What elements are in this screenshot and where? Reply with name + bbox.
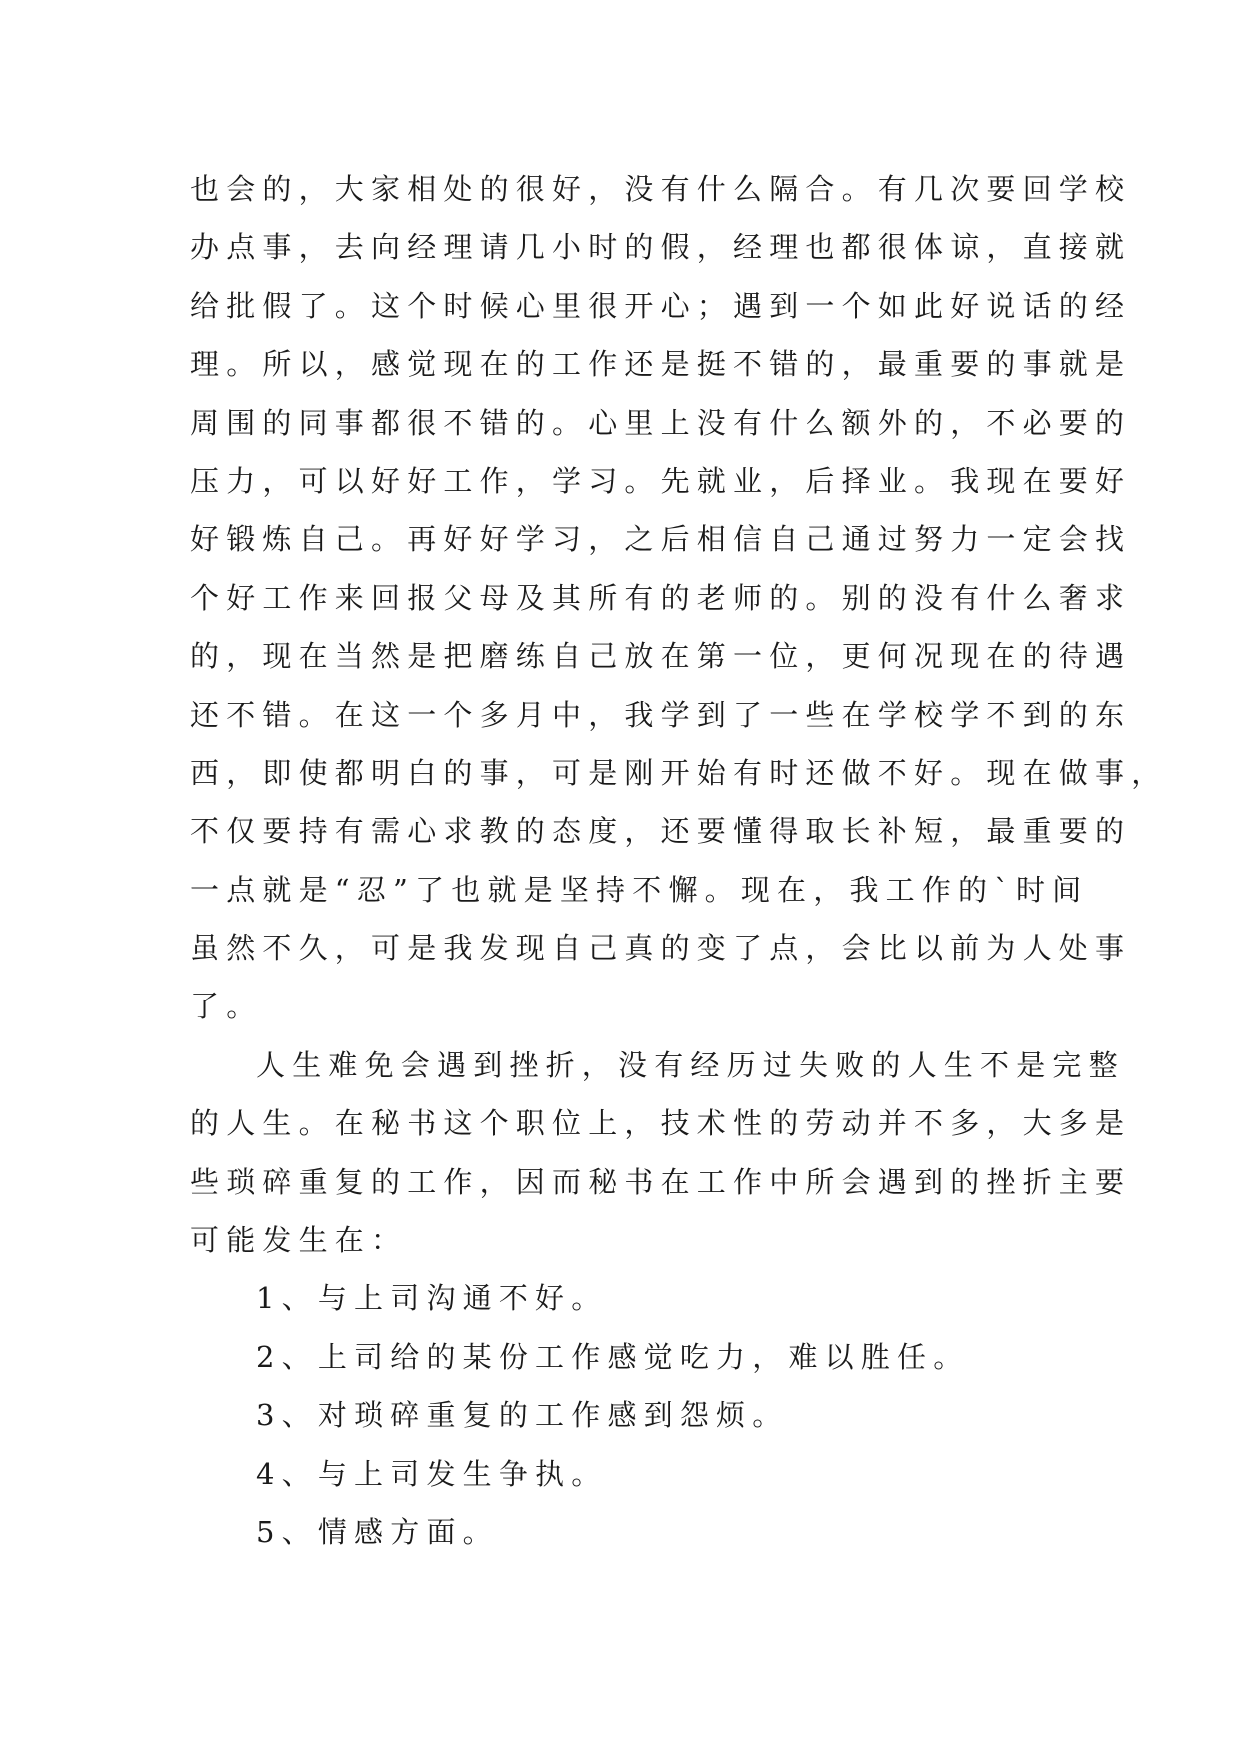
numbered-list xyxy=(190,1269,1058,1561)
document-body xyxy=(190,160,1168,1561)
text-line: 好锻炼自己。再好好学习，之后相信自己通过努力一定会找 xyxy=(190,522,1132,557)
list-item: 1、与上司沟通不好。 xyxy=(256,1281,608,1316)
text-line: 的人生。在秘书这个职位上，技术性的劳动并不多，大多是 xyxy=(190,1106,1132,1141)
text-line: 理。所以，感觉现在的工作还是挺不错的，最重要的事就是 xyxy=(190,347,1132,382)
text-line: 不仅要持有需心求教的态度，还要懂得取长补短，最重要的 xyxy=(190,814,1132,849)
text-line: 一点就是“忍”了也就是坚持不懈。现在，我工作的`时间 xyxy=(190,872,1089,907)
paragraph-1 xyxy=(190,160,1168,1036)
list-item: 2、上司给的某份工作感觉吃力，难以胜任。 xyxy=(256,1339,970,1374)
list-item: 4、与上司发生争执。 xyxy=(256,1456,608,1491)
text-line: 也会的，大家相处的很好，没有什么隔合。有几次要回学校 xyxy=(190,172,1132,206)
text-line: 虽然不久，可是我发现自己真的变了点，会比以前为人处事 xyxy=(190,931,1132,966)
text-line: 办点事，去向经理请几小时的假，经理也都很体谅，直接就 xyxy=(190,230,1132,265)
text-line: 些琐碎重复的工作，因而秘书在工作中所会遇到的挫折主要 xyxy=(190,1164,1132,1199)
list-item: 5、情感方面。 xyxy=(256,1514,499,1549)
text-line: 周围的同事都很不错的。心里上没有什么额外的，不必要的 xyxy=(190,405,1132,440)
text-line: 还不错。在这一个多月中，我学到了一些在学校学不到的东 xyxy=(190,697,1132,732)
text-line: 的，现在当然是把磨练自己放在第一位，更何况现在的待遇 xyxy=(190,639,1132,674)
list-item: 3、对琐碎重复的工作感到怨烦。 xyxy=(256,1398,789,1433)
paragraph-2 xyxy=(190,1036,1132,1270)
text-line: 人生难免会遇到挫折，没有经历过失败的人生不是完整 xyxy=(256,1047,1125,1082)
text-line: 给批假了。这个时候心里很开心；遇到一个如此好说话的经 xyxy=(190,288,1132,323)
text-line: 了。 xyxy=(190,989,263,1024)
text-line: 个好工作来回报父母及其所有的老师的。别的没有什么奢求 xyxy=(190,580,1132,615)
text-line: 可能发生在： xyxy=(190,1223,408,1258)
text-line: 西，即使都明白的事，可是刚开始有时还做不好。现在做事， xyxy=(190,755,1168,790)
text-line: 压力，可以好好工作，学习。先就业，后择业。我现在要好 xyxy=(190,463,1132,498)
